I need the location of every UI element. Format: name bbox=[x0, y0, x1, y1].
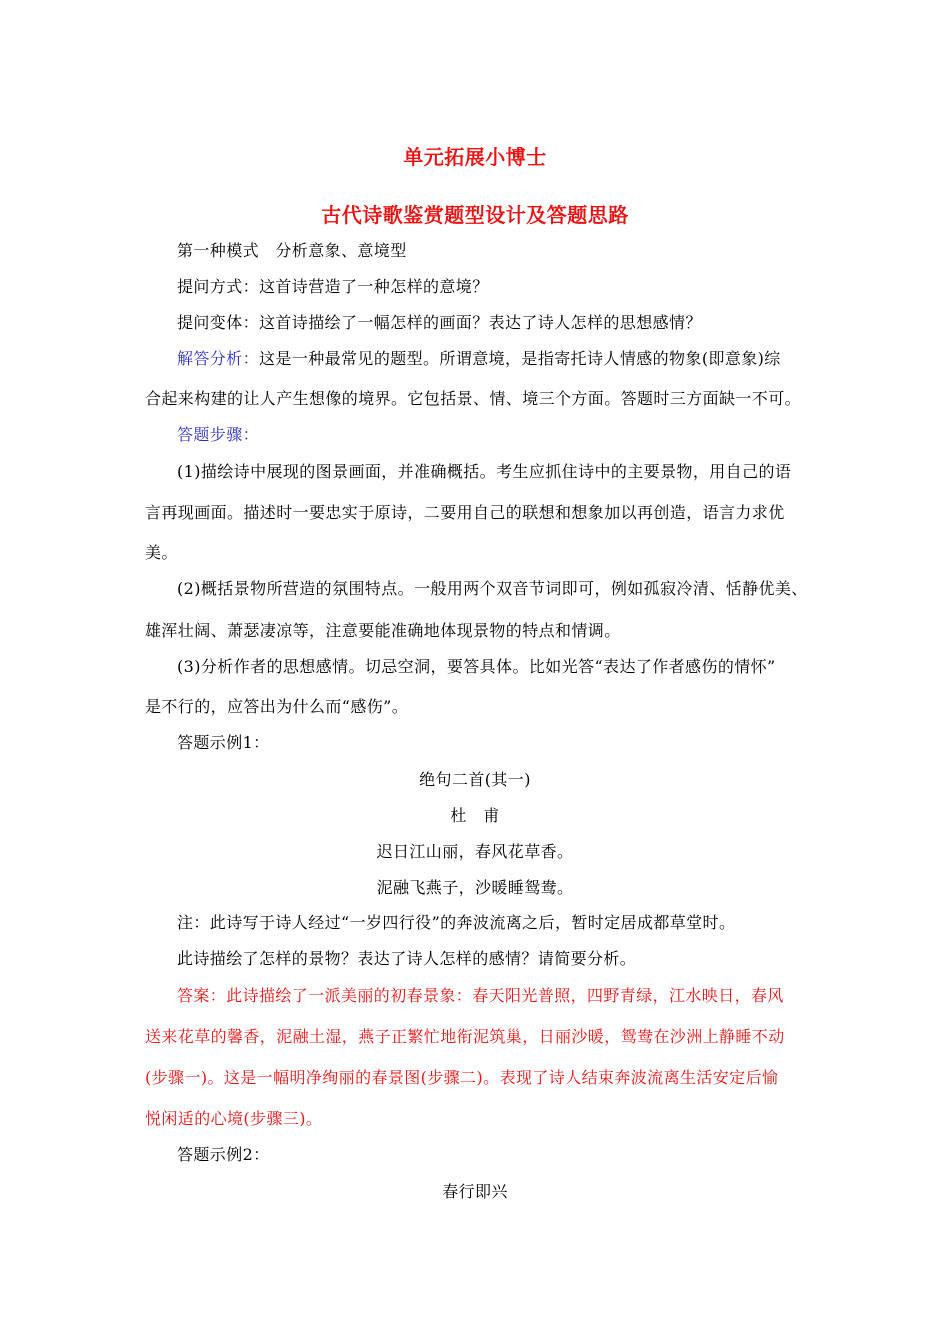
analysis-text: 这是一种最常见的题型。所谓意境，是指寄托诗人情感的物象(即意象)综 bbox=[259, 349, 781, 368]
example1-answer-line2: 送来花草的馨香，泥融土湿，燕子正繁忙地衔泥筑巢，日丽沙暖，鸳鸯在沙洲上静睡不动 bbox=[145, 1027, 785, 1046]
example1-poem-title: 绝句二首(其一) bbox=[419, 770, 531, 789]
question-variant: 提问变体：这首诗描绘了一幅怎样的画面？表达了诗人怎样的思想感情？ bbox=[177, 313, 702, 332]
example1-answer-line1: 答案：此诗描绘了一派美丽的初春景象：春天阳光普照，四野青绿，江水映日，春风 bbox=[177, 986, 784, 1005]
example1-answer-line4: 悦闲适的心境(步骤三)。 bbox=[145, 1109, 323, 1128]
example1-label: 答题示例1： bbox=[177, 733, 270, 752]
example1-question: 此诗描绘了怎样的景物？表达了诗人怎样的感情？请简要分析。 bbox=[177, 949, 637, 968]
steps-label: 答题步骤： bbox=[177, 425, 260, 444]
example1-answer-line3: (步骤一)。这是一幅明净绚丽的春景图(步骤二)。表现了诗人结束奔波流离生活安定后愉 bbox=[145, 1068, 779, 1087]
question-way: 提问方式：这首诗营造了一种怎样的意境？ bbox=[177, 277, 489, 296]
step1-line2: 言再现画面。描述时一要忠实于原诗，二要用自己的联想和想象加以再创造，语言力求优 bbox=[145, 503, 785, 522]
step2-line2: 雄浑壮阔、萧瑟凄凉等，注意要能准确地体现景物的特点和情调。 bbox=[145, 621, 621, 640]
step1-line3: 美。 bbox=[145, 543, 178, 562]
analysis-label: 解答分析： bbox=[177, 349, 260, 368]
example2-poem-title: 春行即兴 bbox=[442, 1182, 508, 1201]
step3-line1: (3)分析作者的思想感情。切忌空洞，要答具体。比如光答“表达了作者感伤的情怀” bbox=[177, 657, 776, 676]
step3-line2: 是不行的，应答出为什么而“感伤”。 bbox=[145, 697, 409, 716]
step1-line1: (1)描绘诗中展现的图景画面，并准确概括。考生应抓住诗中的主要景物，用自己的语 bbox=[177, 462, 792, 481]
page-title: 单元拓展小博士 bbox=[403, 145, 547, 169]
step2-line1: (2)概括景物所营造的氛围特点。一般用两个双音节词即可，例如孤寂冷清、恬静优美、 bbox=[177, 579, 808, 598]
analysis-paragraph-line1 bbox=[177, 349, 825, 369]
example2-label: 答题示例2： bbox=[177, 1145, 270, 1164]
analysis-paragraph-line2: 合起来构建的让人产生想像的境界。它包括景、情、境三个方面。答题时三方面缺一不可。 bbox=[145, 389, 802, 408]
mode1-heading: 第一种模式 分析意象、意境型 bbox=[177, 241, 407, 260]
example1-poem-line2: 泥融飞燕子，沙暖睡鸳鸯。 bbox=[376, 878, 574, 897]
example1-poem-line1: 迟日江山丽，春风花草香。 bbox=[376, 842, 574, 861]
example1-poem-author: 杜 甫 bbox=[450, 806, 500, 825]
example1-note: 注：此诗写于诗人经过“一岁四行役”的奔波流离之后，暂时定居成都草堂时。 bbox=[177, 913, 736, 932]
page-subtitle: 古代诗歌鉴赏题型设计及答题思路 bbox=[321, 203, 629, 227]
